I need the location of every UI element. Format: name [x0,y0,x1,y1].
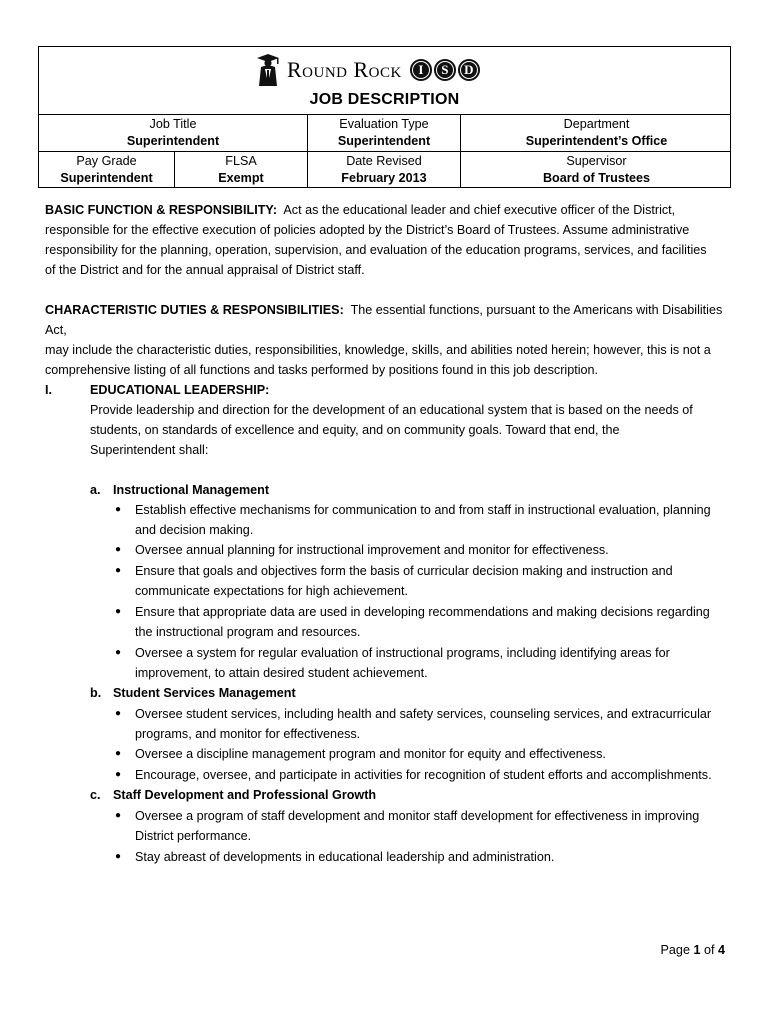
department-value: Superintendent’s Office [525,134,668,148]
bullet-icon: ● [115,748,122,759]
bullet-icon: ● [115,708,122,719]
list-item [115,704,735,744]
header-table [38,46,731,188]
subsection-letter: a. [90,483,101,497]
flsa-value: Exempt [218,171,264,185]
supervisor-cell [461,152,732,187]
list-item [115,643,735,683]
supervisor-value: Board of Trustees [542,171,651,185]
page-footer [661,943,725,957]
isd-badge-s: S [434,59,456,81]
page-total: 4 [717,943,725,957]
header-row-1 [39,115,730,151]
section-heading: EDUCATIONAL LEADERSHIP: [90,383,270,397]
bullet-icon: ● [115,769,122,780]
duties-line-3: comprehensive listing of all functions and tasks performed by positions found in this job description. [45,363,599,377]
subsection-letter: c. [90,788,101,802]
isd-badge-d: D [458,59,480,81]
section-intro-line-3: Superintendent shall: [90,443,209,457]
bullet-icon: ● [115,810,122,821]
basic-function-paragraph [45,200,735,280]
bullet-line: Establish effective mechanisms for communication to and from staff in instructional evaluation, planning [135,503,711,517]
bullet-icon: ● [115,647,122,658]
flsa-label: FLSA [225,154,257,168]
doc-title: JOB DESCRIPTION [309,91,460,108]
subsection-letter: b. [90,686,102,700]
bullet-line: Oversee a program of staff development and monitor staff development for effectiveness in improving [135,809,700,823]
list-item [115,540,735,560]
subsection-title: Student Services Management [113,686,296,700]
section-number: I. [45,383,52,397]
section-intro-line-1: Provide leadership and direction for the development of an educational system that is based on the needs of [90,403,693,417]
page-word: Page [660,943,690,957]
bullet-line: Encourage, oversee, and participate in activities for recognition of student efforts and accomplishments. [135,768,712,782]
graduate-figure-icon [255,53,281,87]
basic-line-2: responsible for the effective execution of policies adopted by the District’s Board of Trustees. Assume administrative [45,223,690,237]
basic-line-3: responsibility for the planning, operation, supervision, and evaluation of the education programs, services, and facilities [45,243,707,257]
bullet-line: Oversee a system for regular evaluation of instructional programs, including identifying areas for [135,646,670,660]
bullet-line: communicate expectations for high achievement. [135,584,409,598]
isd-badges [410,59,480,81]
list-item [115,744,735,764]
eval-type-label: Evaluation Type [339,117,429,131]
eval-type-cell [308,115,461,151]
flsa-cell [175,152,308,187]
duties-label: CHARACTERISTIC DUTIES & RESPONSIBILITIES: [45,303,344,317]
section-intro-line-2: students, on standards of excellence and equity, and on community goals. Toward that end, the [90,423,620,437]
pay-grade-label: Pay Grade [76,154,137,168]
bullet-line: and decision making. [135,523,254,537]
pay-grade-cell [39,152,175,187]
bullet-line: Oversee student services, including health and safety services, counseling services, and extracurricular [135,707,712,721]
date-revised-value: February 2013 [341,171,427,185]
bullet-line: Oversee a discipline management program and monitor for equity and effectiveness. [135,747,606,761]
subsection-title: Instructional Management [113,483,270,497]
bullet-line: Oversee annual planning for instructional improvement and monitor for effectiveness. [135,543,609,557]
department-cell [461,115,732,151]
bullet-icon: ● [115,544,122,555]
job-title-cell [39,115,308,151]
list-item [115,765,735,785]
list-item [115,806,735,846]
section-intro [90,400,730,460]
subsection-title: Staff Development and Professional Growth [113,788,377,802]
department-label: Department [563,117,630,131]
list-item [115,847,735,867]
bullet-icon: ● [115,851,122,862]
bullet-line: District performance. [135,829,252,843]
bullet-line: Stay abreast of developments in educational leadership and administration. [135,850,555,864]
org-name: Round Rock [287,57,402,82]
duties-line-1 [45,300,735,340]
bullet-line: the instructional program and resources. [135,625,361,639]
eval-type-value: Superintendent [337,134,431,148]
district-logo [255,53,480,87]
date-revised-label: Date Revised [346,154,422,168]
bullet-icon: ● [115,504,122,515]
logo-row [39,47,730,115]
supervisor-label: Supervisor [566,154,627,168]
bullet-icon: ● [115,565,122,576]
bullet-line: improvement, to attain desired student achievement. [135,666,428,680]
basic-line-1 [45,200,735,220]
duties-paragraph [45,300,735,380]
page-number: 1 [693,943,701,957]
isd-badge-i: I [410,59,432,81]
duties-line-2: may include the characteristic duties, responsibilities, knowledge, skills, and abilities noted herein; however, this is not a [45,343,711,357]
basic-line-4: of the District and for the annual appraisal of District staff. [45,263,365,277]
bullet-line: Ensure that goals and objectives form the basis of curricular decision making and instruction and [135,564,673,578]
job-title-value: Superintendent [126,134,220,148]
bullet-line: Ensure that appropriate data are used in developing recommendations and making decisions regarding [135,605,710,619]
list-item [115,561,735,601]
basic-function-label: BASIC FUNCTION & RESPONSIBILITY: [45,203,278,217]
pay-grade-value: Superintendent [60,171,153,185]
date-revised-cell [308,152,461,187]
of-word: of [703,943,715,957]
basic-line-1-text: Act as the educational leader and chief executive officer of the District, [283,203,676,217]
list-item [115,500,735,540]
header-row-2 [39,151,730,187]
job-title-label: Job Title [149,117,197,131]
bullet-line: programs, and monitor for effectiveness. [135,727,361,741]
duties-line-1-text: The essential functions, pursuant to the Americans with Disabilities Act, [45,303,723,337]
list-item [115,602,735,642]
bullet-icon: ● [115,606,122,617]
